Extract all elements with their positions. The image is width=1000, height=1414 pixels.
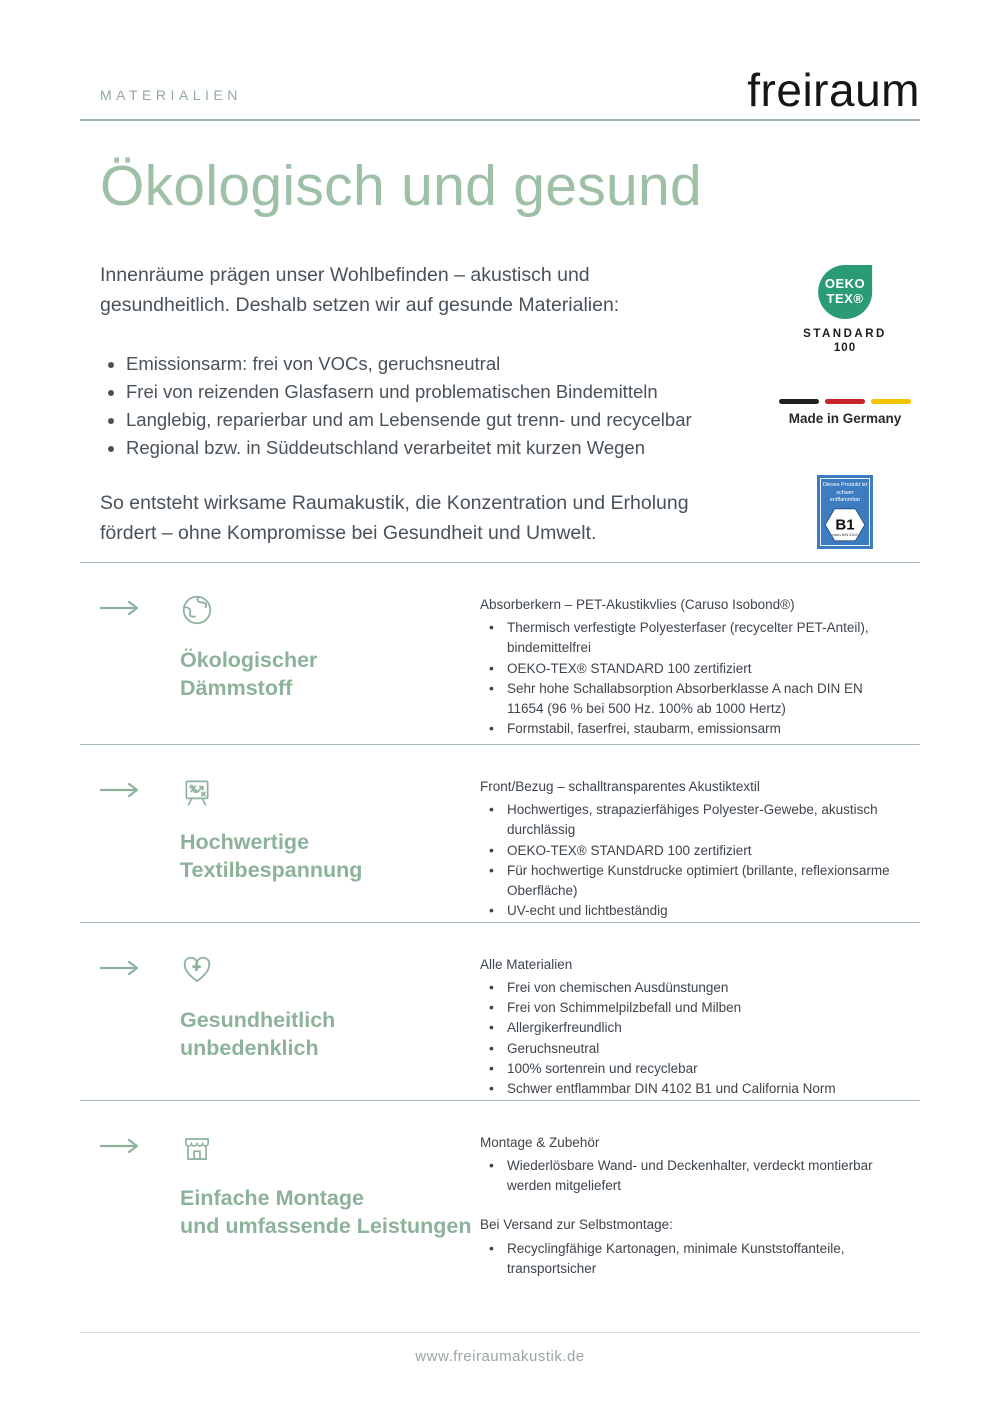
section-oekologischer-daemmstoff (80, 562, 920, 744)
section-hochwertige-textilbespannung (80, 744, 920, 922)
detail-bullet: • Formstabil, faserfrei, staubarm, emissionsarm (480, 719, 890, 739)
made-in-germany-badge (770, 399, 920, 426)
right-arrow-icon (100, 1138, 144, 1154)
oeko-tex-100-label: 100 (833, 342, 857, 355)
section-details-intro: Montage & Zubehör (480, 1134, 600, 1150)
header (80, 64, 920, 121)
section-gesundheitlich-unbedenklich (80, 922, 920, 1100)
arrow-cell (100, 775, 180, 922)
b1-hexagon (821, 504, 869, 546)
section-details-list (480, 618, 920, 740)
heading-cell (180, 775, 480, 922)
svg-text:B1: B1 (835, 516, 855, 534)
oeko-tex-standard-label: STANDARD (803, 328, 887, 341)
section-heading (180, 829, 480, 885)
svg-text:nach DIN 4102: nach DIN 4102 (832, 532, 858, 537)
section-details (480, 1131, 920, 1290)
germany-flag-bars-icon (770, 399, 920, 404)
detail-bullet: • Frei von Schimmelpilzbefall und Milben (480, 998, 890, 1018)
intro-bullet: • Regional bzw. in Süddeutschland verarbeitet mit kurzen Wegen (126, 434, 706, 462)
flag-bar-red (825, 399, 865, 404)
b1-fire-rating-badge (817, 475, 873, 549)
b1-inner-frame (820, 478, 870, 546)
heading-cell (180, 593, 480, 744)
storefront-icon (180, 1131, 214, 1165)
section-details-list (480, 978, 920, 1100)
heading-cell (180, 1131, 480, 1290)
detail-bullet: • 100% sortenrein und recyclebar (480, 1059, 890, 1079)
b1-top-text (821, 482, 869, 503)
globe-icon (180, 593, 214, 627)
page-title: Ökologisch und gesund (100, 154, 703, 219)
section-heading-line1: Einfache Montage (180, 1185, 364, 1210)
section-details-intro: Absorberkern – PET-Akustikvlies (Caruso Isobond®) (480, 596, 795, 612)
section-details-intro-2: Bei Versand zur Selbstmontage: (480, 1217, 673, 1233)
detail-bullet: • Frei von chemischen Ausdünstungen (480, 978, 890, 998)
intro-closing-paragraph: So entsteht wirksame Raumakustik, die Konzentration und Erholung fördert – ohne Kompromisse bei Gesundheit und Umwelt. (100, 492, 689, 544)
b1-top-line2: schwer entflammbar (829, 489, 861, 503)
section-heading (180, 647, 480, 703)
section-heading-line2: und umfassende Leistungen (180, 1213, 472, 1238)
detail-bullet: • OEKO-TEX® STANDARD 100 zertifiziert (480, 659, 890, 679)
strategy-board-icon (180, 775, 214, 809)
arrow-cell (100, 1131, 180, 1290)
section-details-intro: Alle Materialien (480, 956, 573, 972)
section-heading-line1: Gesundheitlich (180, 1007, 336, 1032)
detail-bullet: • Recyclingfähige Kartonagen, minimale Kunststoffanteile, transportsicher (480, 1239, 890, 1280)
detail-bullet: • Hochwertiges, strapazierfähiges Polyester-Gewebe, akustisch durchlässig (480, 800, 890, 841)
flag-bar-black (779, 399, 819, 404)
oeko-tex-badge (803, 265, 887, 354)
right-arrow-icon (100, 600, 144, 616)
certification-badges (770, 261, 920, 547)
detail-bullet: • Wiederlösbare Wand- und Deckenhalter, verdeckt montierbar werden mitgeliefert (480, 1156, 890, 1197)
b1-top-line1: Dieses Produkt ist (822, 482, 868, 489)
section-details (480, 775, 920, 922)
detail-bullet: • OEKO-TEX® STANDARD 100 zertifiziert (480, 841, 890, 861)
intro-bullet-list (106, 350, 750, 462)
oeko-tex-line1: OEKO (824, 276, 866, 292)
intro-bullet: • Frei von reizenden Glasfasern und problematischen Bindemitteln (126, 378, 706, 406)
section-heading-line2: Dämmstoff (180, 675, 293, 700)
intro-paragraph: Innenräume prägen unser Wohlbefinden – akustisch und gesundheitlich. Deshalb setzen wir auf gesunde Materialien: (100, 264, 620, 316)
page-eyebrow: MATERIALIEN (100, 87, 242, 104)
section-heading (180, 1007, 480, 1063)
right-arrow-icon (100, 782, 144, 798)
section-details (480, 953, 920, 1100)
oeko-tex-drop-icon (818, 265, 872, 319)
section-heading-line1: Ökologischer (180, 647, 318, 672)
website-link[interactable]: www.freiraumakustik.de (415, 1348, 585, 1365)
section-details-list-2 (480, 1239, 920, 1280)
detail-bullet: • Thermisch verfestigte Polyesterfaser (recycelter PET-Anteil), bindemittelfrei (480, 618, 890, 659)
heart-plus-icon (180, 953, 214, 987)
detail-bullet: • Sehr hohe Schallabsorption Absorberklasse A nach DIN EN 11654 (96 % bei 500 Hz. 100% ab 1000 Hertz) (480, 679, 890, 720)
detail-bullet: • UV-echt und lichtbeständig (480, 901, 890, 921)
brand-logo: freiraum (747, 64, 920, 116)
intro-bullet: • Langlebig, reparierbar und am Lebensende gut trenn- und recycelbar (126, 406, 706, 434)
arrow-cell (100, 593, 180, 744)
section-details-list (480, 800, 920, 922)
intro-text-column (100, 261, 750, 547)
section-heading-line2: unbedenklich (180, 1035, 319, 1060)
footer (80, 1332, 920, 1366)
made-in-germany-label: Made in Germany (788, 411, 902, 427)
section-details-list (480, 1156, 920, 1197)
b1-fire-rating-icon (817, 475, 873, 549)
section-details (480, 593, 920, 744)
oeko-tex-line2: TEX® (826, 291, 864, 307)
detail-bullet: • Schwer entflammbar DIN 4102 B1 und California Norm (480, 1079, 890, 1099)
feature-sections (80, 562, 920, 1290)
intro-bullet: • Emissionsarm: frei von VOCs, geruchsneutral (126, 350, 706, 378)
section-heading (180, 1185, 480, 1241)
intro-section (100, 261, 920, 547)
right-arrow-icon (100, 960, 144, 976)
flag-bar-gold (871, 399, 911, 404)
arrow-cell (100, 953, 180, 1100)
detail-bullet: • Allergikerfreundlich (480, 1018, 890, 1038)
section-einfache-montage (80, 1100, 920, 1290)
section-heading-line2: Textilbespannung (180, 857, 363, 882)
section-details-intro: Front/Bezug – schalltransparentes Akustiktextil (480, 778, 760, 794)
detail-bullet: • Für hochwertige Kunstdrucke optimiert (brillante, reflexionsarme Oberfläche) (480, 861, 890, 902)
detail-bullet: • Geruchsneutral (480, 1039, 890, 1059)
heading-cell (180, 953, 480, 1100)
section-heading-line1: Hochwertige (180, 829, 310, 854)
